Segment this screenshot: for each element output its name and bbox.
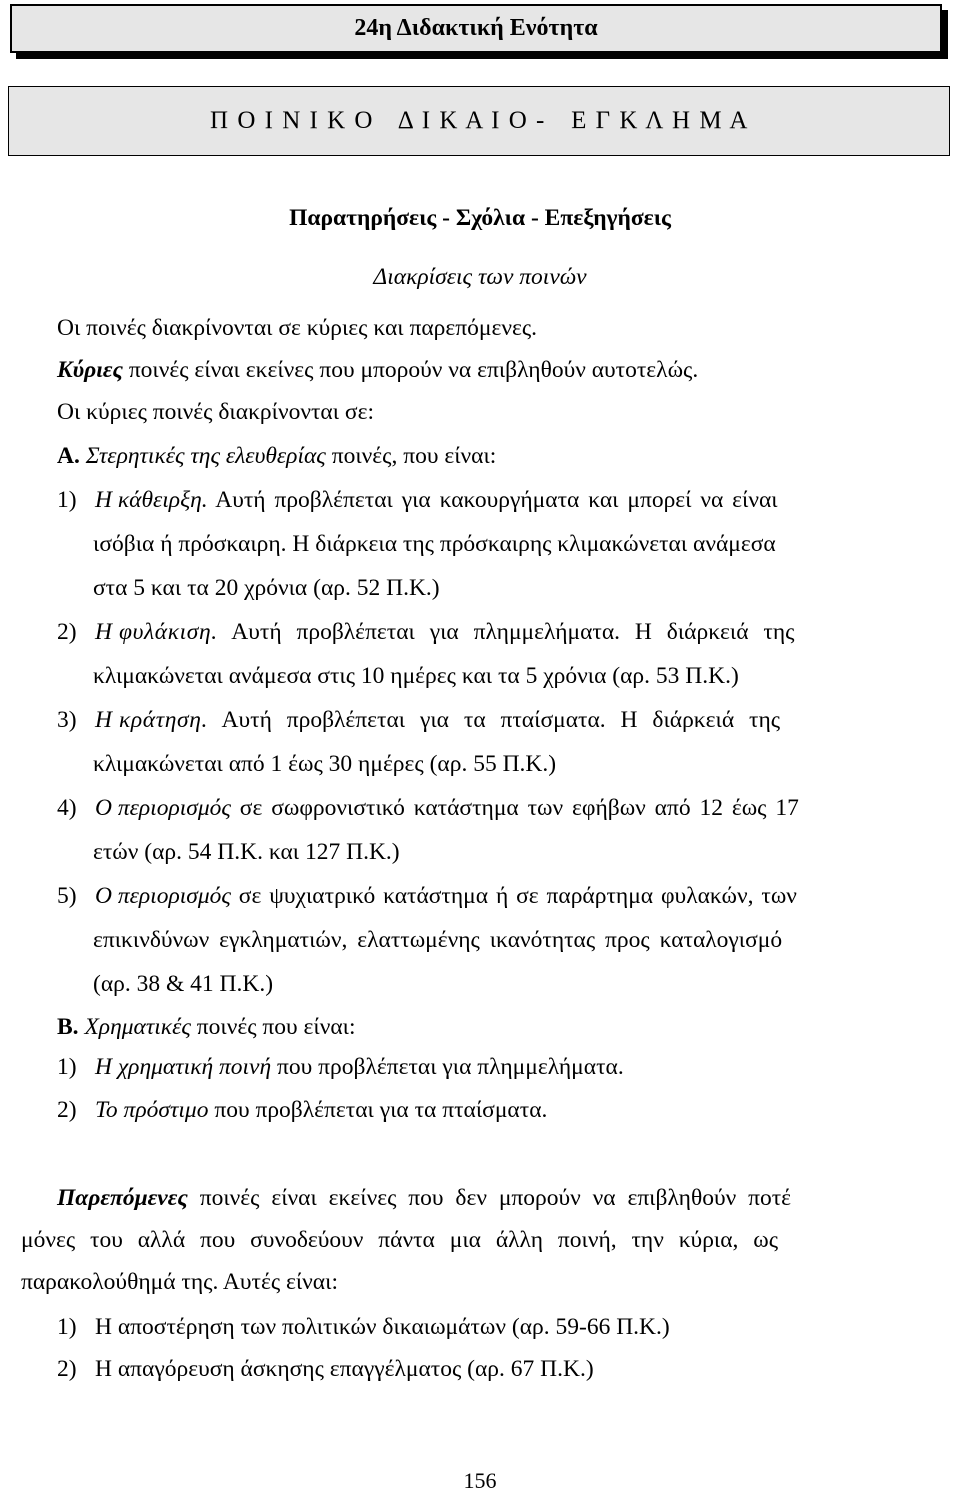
item-term: Το πρόστιμο <box>95 1097 209 1123</box>
item-term: Η χρηματική ποινή <box>95 1054 272 1080</box>
section-heading: Παρατηρήσεις - Σχόλια - Επεξηγήσεις <box>289 205 671 231</box>
chapter-title-box <box>8 86 950 156</box>
accessory-line-1 <box>57 1184 791 1212</box>
unit-title-box <box>10 4 942 53</box>
item-number: 2) <box>57 1356 77 1382</box>
intro-line-2-text: ποινές είναι εκείνες που μπορούν να επιβληθούν αυτοτελώς. <box>122 357 699 383</box>
item-text: Η αποστέρηση των πολιτικών δικαιωμάτων (αρ. 59-66 Π.Κ.) <box>95 1314 670 1340</box>
item-term: Η φυλάκιση. <box>95 619 218 645</box>
item-term: Ο περιορισμός <box>95 795 231 821</box>
item-number: 4) <box>57 795 77 821</box>
list-item-continuation: ισόβια ή πρόσκαιρη. Η διάρκεια της πρόσκαιρης κλιμακώνεται ανάμεσα <box>93 531 776 557</box>
item-number: 1) <box>57 1314 77 1340</box>
section-a-letter: Α. <box>57 443 80 469</box>
list-item <box>57 1053 624 1081</box>
item-text: Η απαγόρευση άσκησης επαγγέλματος (αρ. 67 Π.Κ.) <box>95 1356 594 1382</box>
list-item <box>57 882 797 910</box>
item-text: σε ψυχιατρικό κατάστημα ή σε παράρτημα φυλακών, των <box>230 883 797 909</box>
item-text: Αυτή προβλέπεται για τα πταίσματα. Η διάρκειά της <box>207 707 781 733</box>
item-number: 1) <box>57 487 77 513</box>
item-text: Αυτή προβλέπεται για πλημμελήματα. Η διάρκειά της <box>217 619 795 645</box>
item-term: Η κράτηση. <box>95 707 208 733</box>
item-number: 2) <box>57 1097 77 1123</box>
list-item <box>57 1313 670 1341</box>
item-text: που προβλέπεται για τα πταίσματα. <box>208 1097 548 1123</box>
section-subheading: Διακρίσεις των ποινών <box>373 264 587 290</box>
list-item <box>57 1096 547 1124</box>
item-number: 2) <box>57 619 77 645</box>
chapter-title: Π Ο Ι Ν Ι Κ Ο Δ Ι Κ Α Ι Ο - Ε Γ Κ Λ Η Μ Α <box>210 107 748 134</box>
list-item <box>57 794 799 822</box>
section-a-heading <box>57 442 496 470</box>
item-number: 3) <box>57 707 77 733</box>
section-b-heading <box>57 1013 355 1041</box>
list-item-continuation: ετών (αρ. 54 Π.Κ. και 127 Π.Κ.) <box>93 839 400 865</box>
list-item-continuation: (αρ. 38 & 41 Π.Κ.) <box>93 971 274 997</box>
item-number: 1) <box>57 1054 77 1080</box>
intro-line-3: Οι κύριες ποινές διακρίνονται σε: <box>57 399 374 425</box>
item-text: που προβλέπεται για πλημμελήματα. <box>271 1054 624 1080</box>
list-item-continuation: κλιμακώνεται από 1 έως 30 ημέρες (αρ. 55 Π.Κ.) <box>93 751 557 777</box>
item-number: 5) <box>57 883 77 909</box>
list-item <box>57 486 941 514</box>
intro-line-1: Οι ποινές διακρίνονται σε κύριες και παρεπόμενες. <box>57 315 537 341</box>
item-term: Η κάθειρξη. <box>95 487 208 513</box>
intro-term: Κύριες <box>57 357 123 383</box>
accessory-line-1-text: ποινές είναι εκείνες που δεν μπορούν να επιβληθούν ποτέ <box>187 1185 792 1211</box>
list-item <box>57 618 794 646</box>
section-a-term: Στερητικές της ελευθερίας <box>79 443 326 469</box>
list-item <box>57 706 780 734</box>
item-term: Ο περιορισμός <box>95 883 231 909</box>
list-item-continuation: επικινδύνων εγκληματιών, ελαττωμένης ικανότητας προς καταλογισμό <box>93 927 783 953</box>
accessory-line-2: μόνες του αλλά που συνοδεύουν πάντα μια άλλη ποινή, την κύρια, ως <box>21 1227 779 1253</box>
list-item <box>57 1355 594 1383</box>
page-number: 156 <box>463 1468 497 1493</box>
section-b-letter: Β. <box>57 1014 79 1040</box>
section-b-term: Χρηματικές <box>78 1014 191 1040</box>
item-text: σε σωφρονιστικό κατάστημα των εφήβων από 12 έως 17 <box>230 795 799 821</box>
item-text: Αυτή προβλέπεται για κακουργήματα και μπορεί να είναι <box>207 487 778 513</box>
section-a-rest: ποινές, που είναι: <box>325 443 497 469</box>
accessory-term: Παρεπόμενες <box>57 1185 188 1211</box>
accessory-line-3: παρακολούθημά της. Αυτές είναι: <box>21 1269 338 1295</box>
intro-line-2 <box>57 356 698 384</box>
list-item-continuation: στα 5 και τα 20 χρόνια (αρ. 52 Π.Κ.) <box>93 575 440 601</box>
section-b-rest: ποινές που είναι: <box>190 1014 356 1040</box>
list-item-continuation: κλιμακώνεται ανάμεσα στις 10 ημέρες και τα 5 χρόνια (αρ. 53 Π.Κ.) <box>93 663 739 689</box>
unit-title: 24η Διδακτική Ενότητα <box>354 15 598 41</box>
